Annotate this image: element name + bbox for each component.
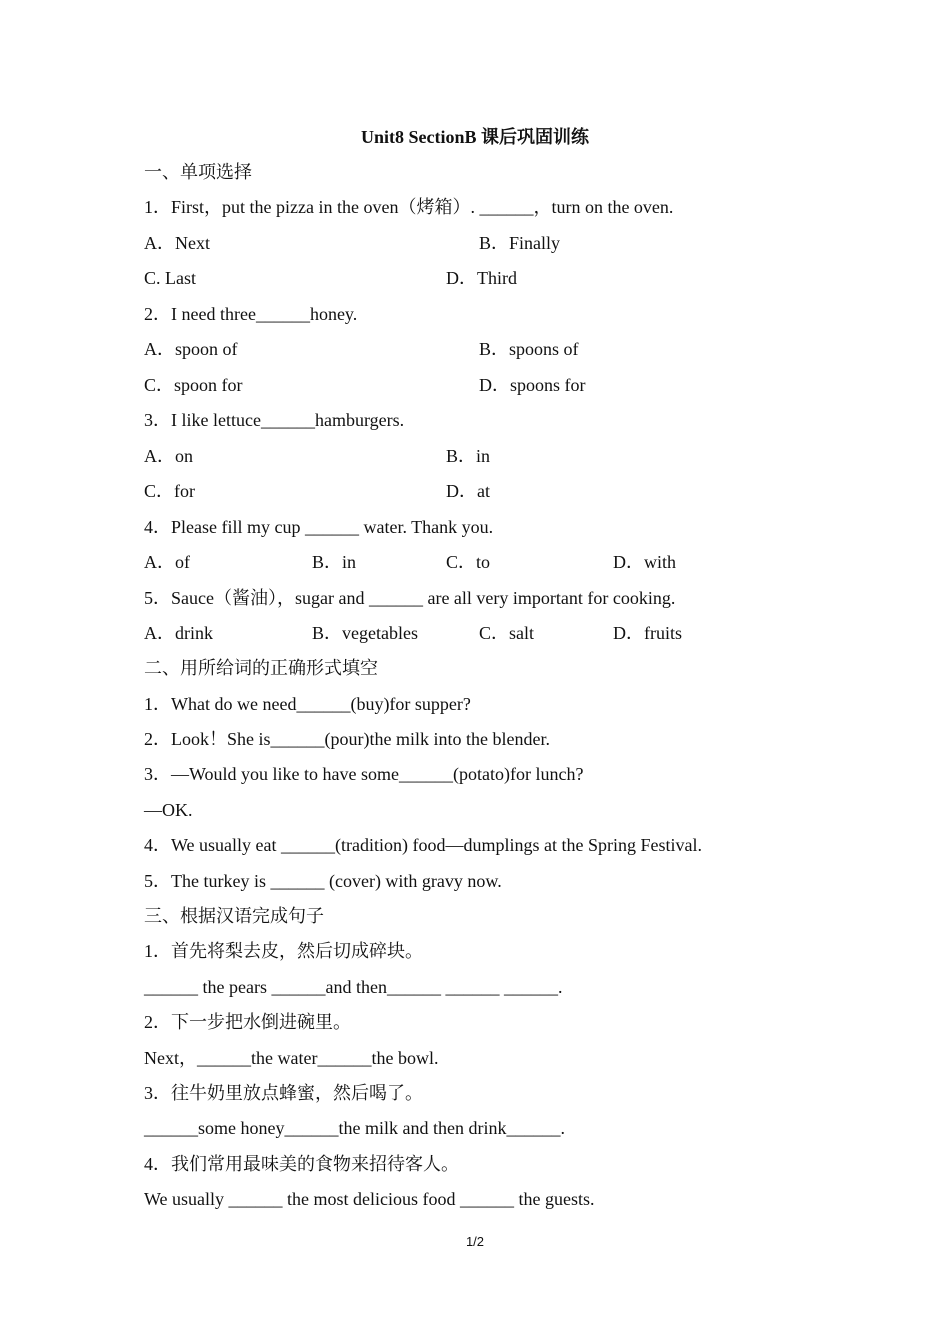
section-heading-2: 二、用所给词的正确形式填空 — [144, 658, 378, 678]
page-number: 1/2 — [465, 1234, 485, 1249]
section-heading-3: 三、根据汉语完成句子 — [144, 906, 324, 926]
question-2-option-a: A．spoon of — [144, 339, 238, 359]
fill-line: 3．—Would you like to have some______(potato)for lunch? — [144, 764, 584, 784]
question-4-stem: 4．Please fill my cup ______ water. Thank you. — [144, 517, 494, 537]
question-4-option-c: C．to — [446, 552, 491, 572]
fill-line: 4．We usually eat ______(tradition) food—dumplings at the Spring Festival. — [144, 835, 702, 855]
question-2-option-b: B．spoons of — [479, 339, 579, 359]
translation-prompt: 3．往牛奶里放点蜂蜜，然后喝了。 — [144, 1083, 423, 1103]
question-2-option-d: D．spoons for — [479, 375, 586, 395]
page-title: Unit8 SectionB 课后巩固训练 — [360, 127, 589, 147]
question-3-stem: 3．I like lettuce______hamburgers. — [144, 410, 405, 430]
question-4-option-d: D．with — [613, 552, 676, 572]
translation-answer-line: ______some honey______the milk and then drink______. — [144, 1118, 565, 1138]
fill-line: 1．What do we need______(buy)for supper? — [144, 694, 471, 714]
question-5-option-b: B．vegetables — [312, 623, 418, 643]
section-heading-1: 一、单项选择 — [144, 162, 252, 182]
question-2-option-c: C．spoon for — [144, 375, 243, 395]
question-4-option-a: A．of — [144, 552, 190, 572]
translation-answer-line: ______ the pears ______and then______ ______ ______. — [144, 977, 563, 997]
question-3-option-c: C．for — [144, 481, 195, 501]
question-5-option-c: C．salt — [479, 623, 535, 643]
question-5-stem: 5．Sauce（酱油），sugar and ______ are all very important for cooking. — [144, 588, 676, 608]
question-3-option-a: A．on — [144, 446, 193, 466]
translation-answer-line: We usually ______ the most delicious food ______ the guests. — [144, 1189, 595, 1209]
fill-line: —OK. — [144, 800, 193, 820]
fill-line: 5．The turkey is ______ (cover) with gravy now. — [144, 871, 502, 891]
question-1-option-b: B．Finally — [479, 233, 561, 253]
question-4-option-b: B．in — [312, 552, 357, 572]
translation-prompt: 4．我们常用最味美的食物来招待客人。 — [144, 1154, 459, 1174]
question-3-option-b: B．in — [446, 446, 491, 466]
translation-prompt: 1．首先将梨去皮，然后切成碎块。 — [144, 941, 423, 961]
question-1-stem: 1．First，put the pizza in the oven（烤箱）. ______，turn on the oven. — [144, 197, 674, 217]
question-3-option-d: D．at — [446, 481, 490, 501]
question-1-option-a: A．Next — [144, 233, 210, 253]
translation-answer-line: Next，______the water______the bowl. — [144, 1048, 439, 1068]
question-2-stem: 2．I need three______honey. — [144, 304, 358, 324]
question-5-option-a: A．drink — [144, 623, 213, 643]
question-1-option-d: D．Third — [446, 268, 517, 288]
fill-line: 2．Look！She is______(pour)the milk into the blender. — [144, 729, 550, 749]
question-1-option-c: C. Last — [144, 268, 196, 288]
question-5-option-d: D．fruits — [613, 623, 682, 643]
translation-prompt: 2．下一步把水倒进碗里。 — [144, 1012, 351, 1032]
